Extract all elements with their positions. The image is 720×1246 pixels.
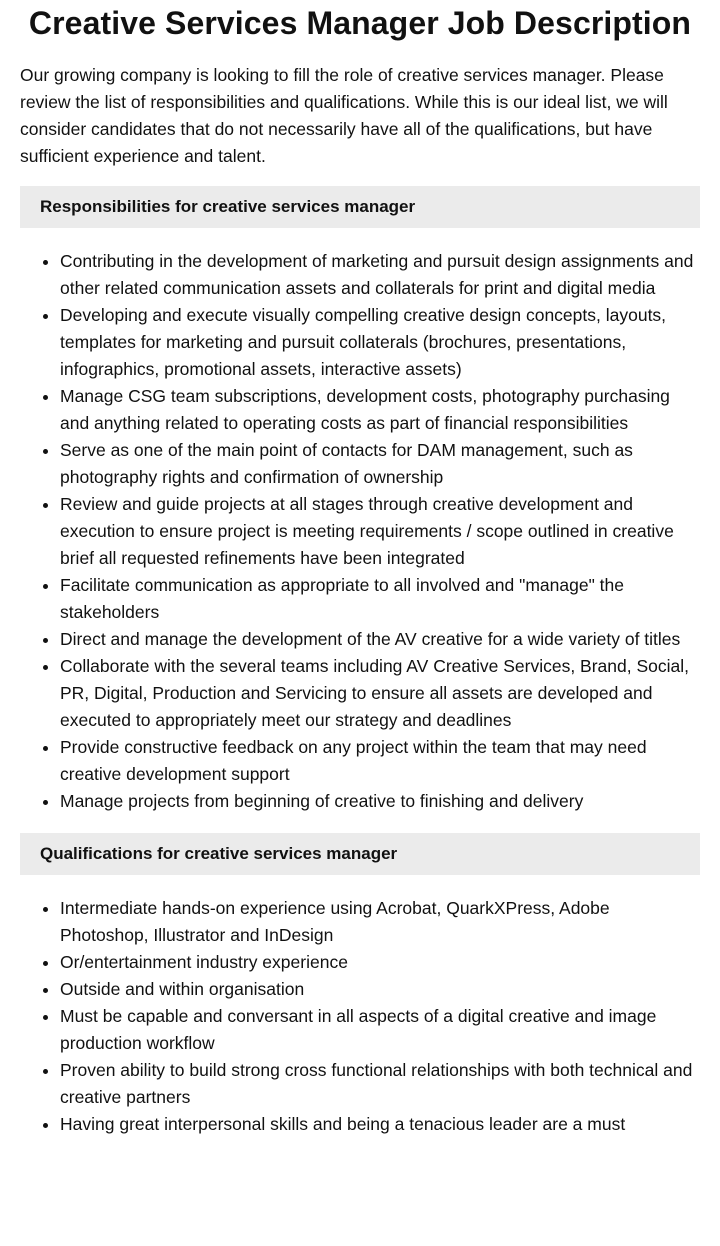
list-item: • Collaborate with the several teams including AV Creative Services, Brand, Social, PR, Digital, Production and Servicing to ensure all assets are developed and executed to appropriately meet our strategy and deadlines bbox=[60, 653, 700, 734]
list-item: • Serve as one of the main point of contacts for DAM management, such as photography rights and confirmation of ownership bbox=[60, 437, 700, 491]
list-item: • Proven ability to build strong cross functional relationships with both technical and creative partners bbox=[60, 1057, 700, 1111]
list-item: • Developing and execute visually compelling creative design concepts, layouts, templates for marketing and pursuit collaterals (brochures, presentations, infographics, promotional assets, interactive assets) bbox=[60, 302, 700, 383]
list-item: • Outside and within organisation bbox=[60, 976, 700, 1003]
list-item: • Direct and manage the development of the AV creative for a wide variety of titles bbox=[60, 626, 700, 653]
list-item: • Having great interpersonal skills and being a tenacious leader are a must bbox=[60, 1111, 700, 1138]
list-item: • Provide constructive feedback on any project within the team that may need creative development support bbox=[60, 734, 700, 788]
list-item: • Or/entertainment industry experience bbox=[60, 949, 700, 976]
list-item: • Must be capable and conversant in all aspects of a digital creative and image production workflow bbox=[60, 1003, 700, 1057]
qualifications-list bbox=[20, 895, 700, 1138]
qualifications-heading: Qualifications for creative services manager bbox=[20, 833, 700, 875]
list-item: • Contributing in the development of marketing and pursuit design assignments and other related communication assets and collaterals for print and digital media bbox=[60, 248, 700, 302]
list-item: • Facilitate communication as appropriate to all involved and "manage" the stakeholders bbox=[60, 572, 700, 626]
list-item: • Manage CSG team subscriptions, development costs, photography purchasing and anything related to operating costs as part of financial responsibilities bbox=[60, 383, 700, 437]
intro-paragraph: Our growing company is looking to fill the role of creative services manager. Please review the list of responsibilities and qualifications. While this is our ideal list, we will consider candidates that do not necessarily have all of the qualifications, but have sufficient experience and talent. bbox=[20, 65, 668, 166]
list-item: • Review and guide projects at all stages through creative development and execution to ensure project is meeting requirements / scope outlined in creative brief all requested refinements have been integrated bbox=[60, 491, 700, 572]
responsibilities-heading: Responsibilities for creative services manager bbox=[20, 186, 700, 228]
list-item: • Manage projects from beginning of creative to finishing and delivery bbox=[60, 788, 700, 815]
list-item: • Intermediate hands-on experience using Acrobat, QuarkXPress, Adobe Photoshop, Illustrator and InDesign bbox=[60, 895, 700, 949]
responsibilities-list bbox=[20, 248, 700, 815]
page-title: Creative Services Manager Job Description bbox=[28, 5, 692, 41]
